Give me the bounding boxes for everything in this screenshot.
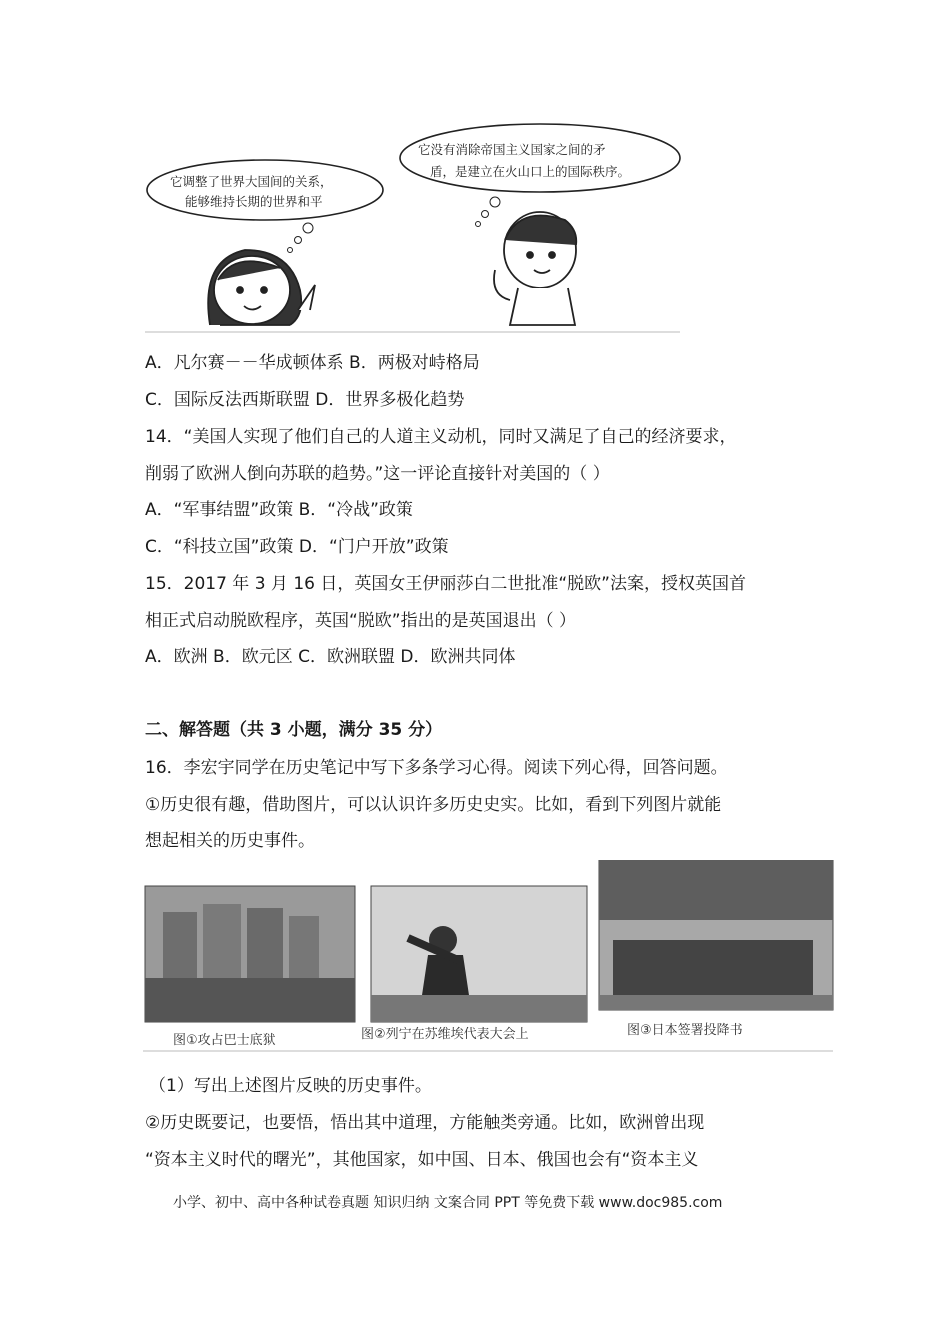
q14-options-line1: A．“军事结盟”政策 B．“冷战”政策 xyxy=(145,500,413,520)
cartoon-illustration xyxy=(140,110,685,335)
page-footer: 小学、初中、高中各种试卷真题 知识归纳 文案合同 PPT 等免费下载 www.doc985.com xyxy=(173,1195,723,1211)
photo-lenin xyxy=(371,886,587,1022)
boy-speech-bubble xyxy=(400,124,680,192)
photo-bastille xyxy=(145,886,355,1022)
q16-sub-question-1: （1）写出上述图片反映的历史事件。 xyxy=(149,1076,432,1096)
q15-stem-line1: 15．2017 年 3 月 16 日，英国女王伊丽莎白二世批准“脱欧”法案，授权英国首 xyxy=(145,574,746,594)
q13-options-line1: A．凡尔赛－－华成顿体系 B．两极对峙格局 xyxy=(145,353,480,373)
q15-stem-line2: 相正式启动脱欧程序，英国“脱欧”指出的是英国退出（ ） xyxy=(145,611,577,631)
girl-bubble-text-2: 能够维持长期的世界和平 xyxy=(185,194,323,209)
caption-photo-2: 图②列宁在苏维埃代表大会上 xyxy=(361,1027,529,1042)
q16-stem-line4: ②历史既要记，也要悟，悟出其中道理，方能触类旁通。比如，欧洲曾出现 xyxy=(145,1113,705,1133)
girl-bubble-text-1: 它调整了世界大国间的关系， xyxy=(170,174,333,189)
q16-stem-line1: 16．李宏宇同学在历史笔记中写下多条学习心得。阅读下列心得，回答问题。 xyxy=(145,758,728,778)
q14-stem-line1: 14．“美国人实现了他们自己的人道主义动机，同时又满足了自己的经济要求， xyxy=(145,427,737,447)
q16-stem-line3: 想起相关的历史事件。 xyxy=(145,831,315,851)
caption-photo-1: 图①攻占巴士底狱 xyxy=(173,1033,276,1048)
girl-figure xyxy=(208,250,315,325)
q13-options-line2: C．国际反法西斯联盟 D．世界多极化趋势 xyxy=(145,390,465,410)
historical-photos xyxy=(143,860,835,1052)
boy-figure xyxy=(494,212,576,325)
q14-stem-line2: 削弱了欧洲人倒向苏联的趋势。”这一评论直接针对美国的（ ） xyxy=(145,464,610,484)
girl-speech-bubble xyxy=(147,160,383,220)
boy-bubble-text-2: 盾，是建立在火山口上的国际秩序。 xyxy=(430,164,631,179)
boy-bubble-text-1: 它没有消除帝国主义国家之间的矛 xyxy=(418,142,606,157)
caption-photo-3: 图③日本签署投降书 xyxy=(627,1023,743,1038)
photo-japan-surrender xyxy=(599,860,833,1010)
section2-heading: 二、解答题（共 3 小题，满分 35 分） xyxy=(145,720,443,740)
q16-stem-line5: “资本主义时代的曙光”，其他国家，如中国、日本、俄国也会有“资本主义 xyxy=(145,1150,699,1170)
q14-options-line2: C．“科技立国”政策 D．“门户开放”政策 xyxy=(145,537,449,557)
q16-stem-line2: ①历史很有趣，借助图片，可以认识许多历史史实。比如，看到下列图片就能 xyxy=(145,795,722,815)
q15-options: A．欧洲 B．欧元区 C．欧洲联盟 D．欧洲共同体 xyxy=(145,647,516,667)
